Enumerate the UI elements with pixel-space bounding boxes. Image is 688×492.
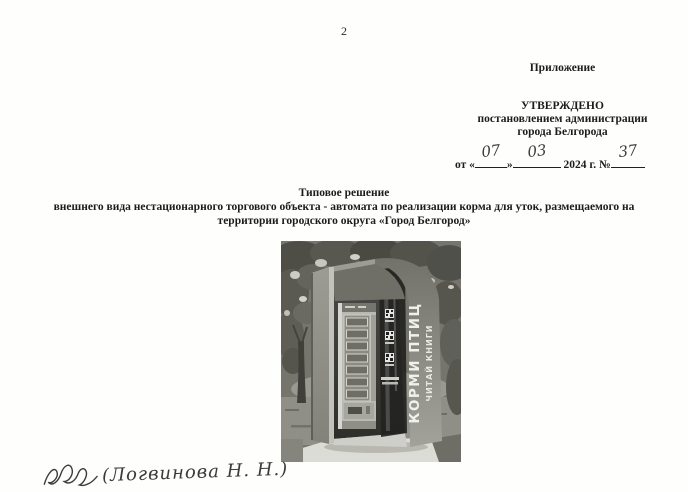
date-year-label: 2024 г. №	[563, 159, 611, 171]
date-day-blank	[475, 140, 507, 168]
date-line	[455, 140, 670, 172]
document-title-line3: территории городского округа «Город Белгород»	[217, 215, 471, 227]
handwritten-doc-number: 37	[616, 140, 639, 162]
signature-block	[41, 452, 288, 492]
date-close-quote: »	[506, 159, 513, 171]
appendix-label: Приложение	[529, 62, 596, 74]
photo-illustration	[281, 241, 461, 462]
booth-sign-text-secondary: ЧИТАЙ КНИГИ	[425, 324, 434, 402]
dispenser-slot	[348, 407, 362, 414]
booth-left-panel	[311, 267, 334, 444]
document-title-heading: Типовое решение	[298, 187, 390, 199]
qr-code-icon	[385, 331, 394, 344]
handwritten-month: 03	[525, 140, 548, 162]
vending-cells	[347, 318, 368, 398]
approved-by-line: постановлением администрации	[477, 113, 648, 125]
qr-code-icon	[385, 353, 394, 366]
page-number: 2	[341, 24, 347, 38]
qr-code-icon	[385, 309, 394, 322]
approved-label: УТВЕРЖДЕНО	[521, 100, 604, 112]
date-prefix: от «	[455, 159, 475, 171]
object-photo	[281, 241, 461, 462]
approval-block	[455, 62, 670, 172]
handwritten-day: 07	[480, 140, 502, 162]
signature-name: (Логвинова Н. Н.)	[101, 458, 289, 486]
vending-machine	[338, 303, 376, 429]
handwritten-signature-icon	[41, 458, 100, 492]
date-month-blank	[513, 140, 561, 168]
document-title	[14, 186, 674, 228]
approved-city-line: города Белгорода	[517, 126, 608, 138]
booth-sign-text-primary: КОРМИ ПТИЦ	[407, 302, 423, 424]
date-number-blank	[611, 140, 645, 168]
document-title-line2: внешнего вида нестационарного торгового объекта - автомата по реализации корма для уток, размещаемого на	[53, 201, 635, 213]
